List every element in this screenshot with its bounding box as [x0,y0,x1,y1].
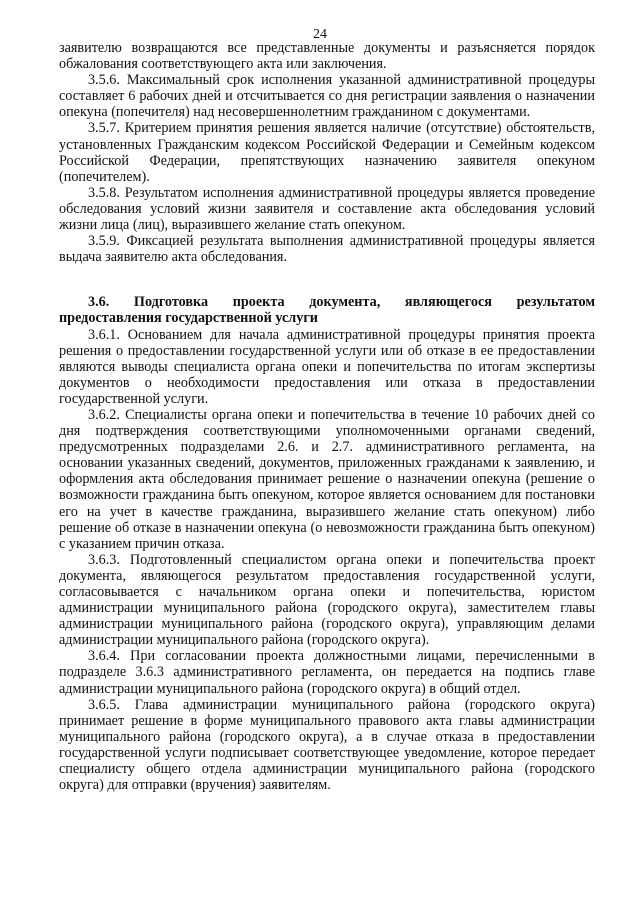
document-body [59,40,595,793]
paragraph-3-6-1: 3.6.1. Основанием для начала административной процедуры принятия проекта решения о предоставлении государственной услуги или об отказе в ее предоставлении являются выводы специалиста органа опеки и попечительства по итогам экспертизы документов о необходимости предоставления или отказа в предоставлении государственной услуги. [59,326,595,407]
paragraph-3-5-6: 3.5.6. Максимальный срок исполнения указанной административной процедуры составляет 6 рабочих дней и отсчитывается со дня регистрации заявления о назначении опекуна (попечителя) над несовершеннолетним гражданином с документами. [59,72,595,121]
paragraph-3-6-4: 3.6.4. При согласовании проекта должностными лицами, перечисленными в подразделе 3.6.3 административного регламента, он передается на подпись главе администрации муниципального района (городского округа) в общий отдел. [59,648,595,697]
paragraph-3-5-7: 3.5.7. Критерием принятия решения является наличие (отсутствие) обстоятельств, установленных Гражданским кодексом Российской Федерации и Семейным кодексом Российской Федерации, препятствующих назначению заявителя опекуном (попечителем). [59,120,595,185]
paragraph-3-6-5: 3.6.5. Глава администрации муниципального района (городского округа) принимает решение в форме муниципального правового акта главы администрации муниципального района (городского округа), а в случае отказа в предоставлении государственной услуги подписывает соответствующее уведомление, которое передает специалисту общего отдела администрации муниципального района (городского округа) для отправки (вручения) заявителям. [59,696,595,794]
page-number: 24 [313,27,327,42]
paragraph-3-6-2: 3.6.2. Специалисты органа опеки и попечительства в течение 10 рабочих дней со дня подтверждения соответствующими уполномоченными органами сведений, предусмотренных подразделами 2.6. и 2.7. административного регламента, на основании указанных сведений, документов, приложенных гражданами к заявлению, и оформления акта обследования принимает решение о назначении опекуна (решение о возможности гражданина быть опекуном, которое является основанием для постановки его на учет в качестве гражданина, выразившего желание стать опекуном) либо решение об отказе в назначении опекуна (о невозможности гражданина быть опекуном) с указанием причин отказа. [59,406,595,552]
paragraph-3-6-3: 3.6.3. Подготовленный специалистом органа опеки и попечительства проект документа, являющегося результатом предоставления государственной услуги, согласовывается с начальником органа опеки и попечительства, юристом администрации муниципального района (городского округа), заместителем главы администрации муниципального района (городского округа), управляющим делами администрации муниципального района (городского округа). [59,551,595,649]
paragraph-continuation: заявителю возвращаются все представленные документы и разъясняется порядок обжалования соответствующего акта или заключения. [59,40,595,73]
paragraph-3-5-9: 3.5.9. Фиксацией результата выполнения административной процедуры является выдача заявителю акта обследования. [59,233,595,266]
section-heading-3-6: 3.6. Подготовка проекта документа, являющегося результатом предоставления государственной услуги [59,294,595,327]
paragraph-3-5-8: 3.5.8. Результатом исполнения административной процедуры является проведение обследования условий жизни заявителя и составление акта обследования условий жизни лица (лиц), выразившего желание стать опекуном. [59,184,595,234]
